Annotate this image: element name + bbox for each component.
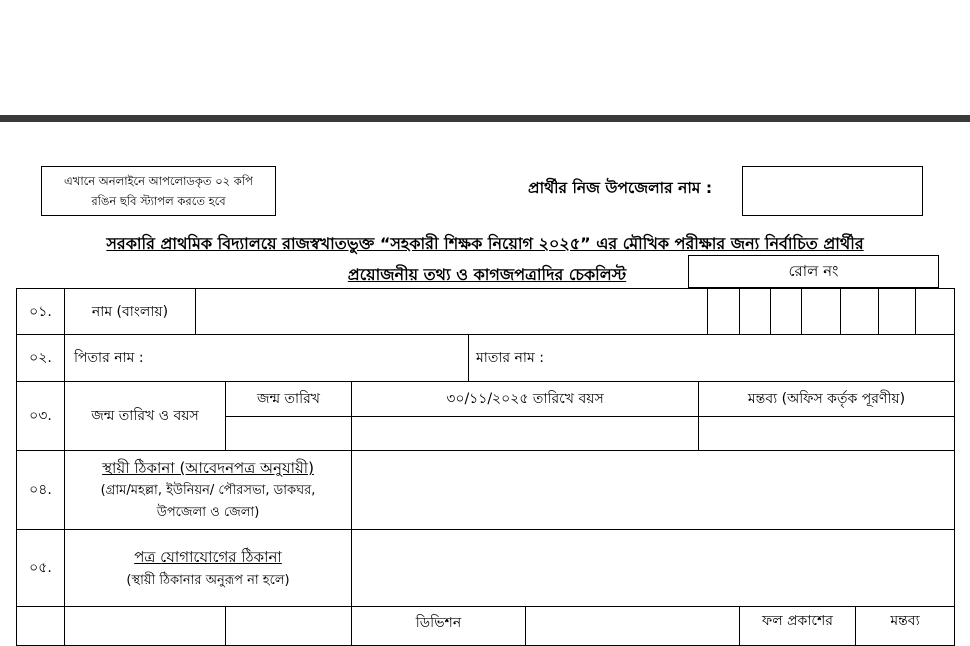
mailing-address-sub: (স্থায়ী ঠিকানার অনুরূপ না হলে)	[126, 573, 290, 588]
form-title-line1: সরকারি প্রাথমিক বিদ্যালয়ে রাজস্বখাতভুক্ত “সহকারী শিক্ষক নিয়োগ ২০২৫” এর মৌখিক পরীক্ষার জন্য নির্বাচিত প্রার্থীর	[106, 234, 864, 253]
row6-label	[64, 606, 226, 646]
result-publication-header	[739, 606, 856, 646]
father-name-field[interactable]	[64, 334, 469, 382]
office-remarks-field[interactable]	[698, 416, 955, 451]
header-divider-bar	[0, 115, 970, 122]
roll-digit-box[interactable]	[770, 288, 802, 335]
row6-field-2[interactable]	[525, 606, 740, 646]
row6-number	[16, 606, 65, 646]
age-header: ৩০/১১/২০২৫ তারিখে বয়স	[351, 381, 699, 417]
remark-header	[855, 606, 955, 646]
roll-number-box[interactable]: রোল নং	[688, 255, 939, 288]
mother-name-label: মাতার নাম :	[476, 350, 544, 366]
permanent-address-field[interactable]	[351, 450, 955, 530]
father-name-label: পিতার নাম :	[74, 350, 144, 366]
roll-digit-box[interactable]	[739, 288, 771, 335]
upazila-input-box[interactable]	[742, 166, 923, 216]
dob-field[interactable]	[225, 416, 352, 451]
upazila-label: প্রার্থীর নিজ উপজেলার নাম :	[528, 179, 713, 197]
roll-digit-box[interactable]	[915, 288, 955, 335]
permanent-address-title: স্থায়ী ঠিকানা (আবেদনপত্র অনুযায়ী)	[102, 459, 314, 477]
photo-note-line2: রঙিন ছবি স্ট্যাপল করতে হবে	[91, 194, 226, 208]
row3-label: জন্ম তারিখ ও বয়স	[64, 381, 226, 451]
row4-number: ০৪.	[16, 450, 65, 530]
name-bangla-field[interactable]	[195, 288, 708, 335]
division-label: ডিভিশন	[415, 615, 462, 631]
roll-digit-box[interactable]	[707, 288, 740, 335]
row5-number: ০৫.	[16, 529, 65, 607]
roll-digit-box[interactable]	[801, 288, 841, 335]
result-publication-label: ফল প্রকাশের	[761, 613, 834, 629]
row4-label	[64, 450, 352, 530]
mailing-address-field[interactable]	[351, 529, 955, 607]
permanent-address-sub2: উপজেলা ও জেলা)	[156, 505, 260, 520]
photo-placeholder-box	[41, 166, 276, 216]
row1-number: ০১.	[16, 288, 65, 335]
row5-label	[64, 529, 352, 607]
age-field[interactable]	[351, 416, 699, 451]
photo-note-line1: এখানে অনলাইনে আপলোডকৃত ০২ কপি	[64, 174, 253, 188]
office-remarks-header: মন্তব্য (অফিস কর্তৃক পূরণীয়)	[698, 381, 955, 417]
dob-header: জন্ম তারিখ	[225, 381, 352, 417]
roll-digit-box[interactable]	[840, 288, 879, 335]
mailing-address-title: পত্র যোগাযোগের ঠিকানা	[134, 548, 282, 566]
row2-number: ০২.	[16, 334, 65, 382]
remark-label: মন্তব্য	[890, 613, 920, 629]
permanent-address-sub1: (গ্রাম/মহল্লা, ইউনিয়ন/ পৌরসভা, ডাকঘর,	[100, 483, 316, 498]
row3-number: ০৩.	[16, 381, 65, 451]
row1-label: নাম (বাংলায়)	[64, 288, 196, 335]
mother-name-field[interactable]	[468, 334, 955, 382]
row6-field[interactable]	[225, 606, 352, 646]
division-header	[351, 606, 526, 646]
roll-digit-box[interactable]	[878, 288, 916, 335]
form-title-line2: প্রয়োজনীয় তথ্য ও কাগজপত্রাদির চেকলিস্ট	[347, 265, 627, 284]
